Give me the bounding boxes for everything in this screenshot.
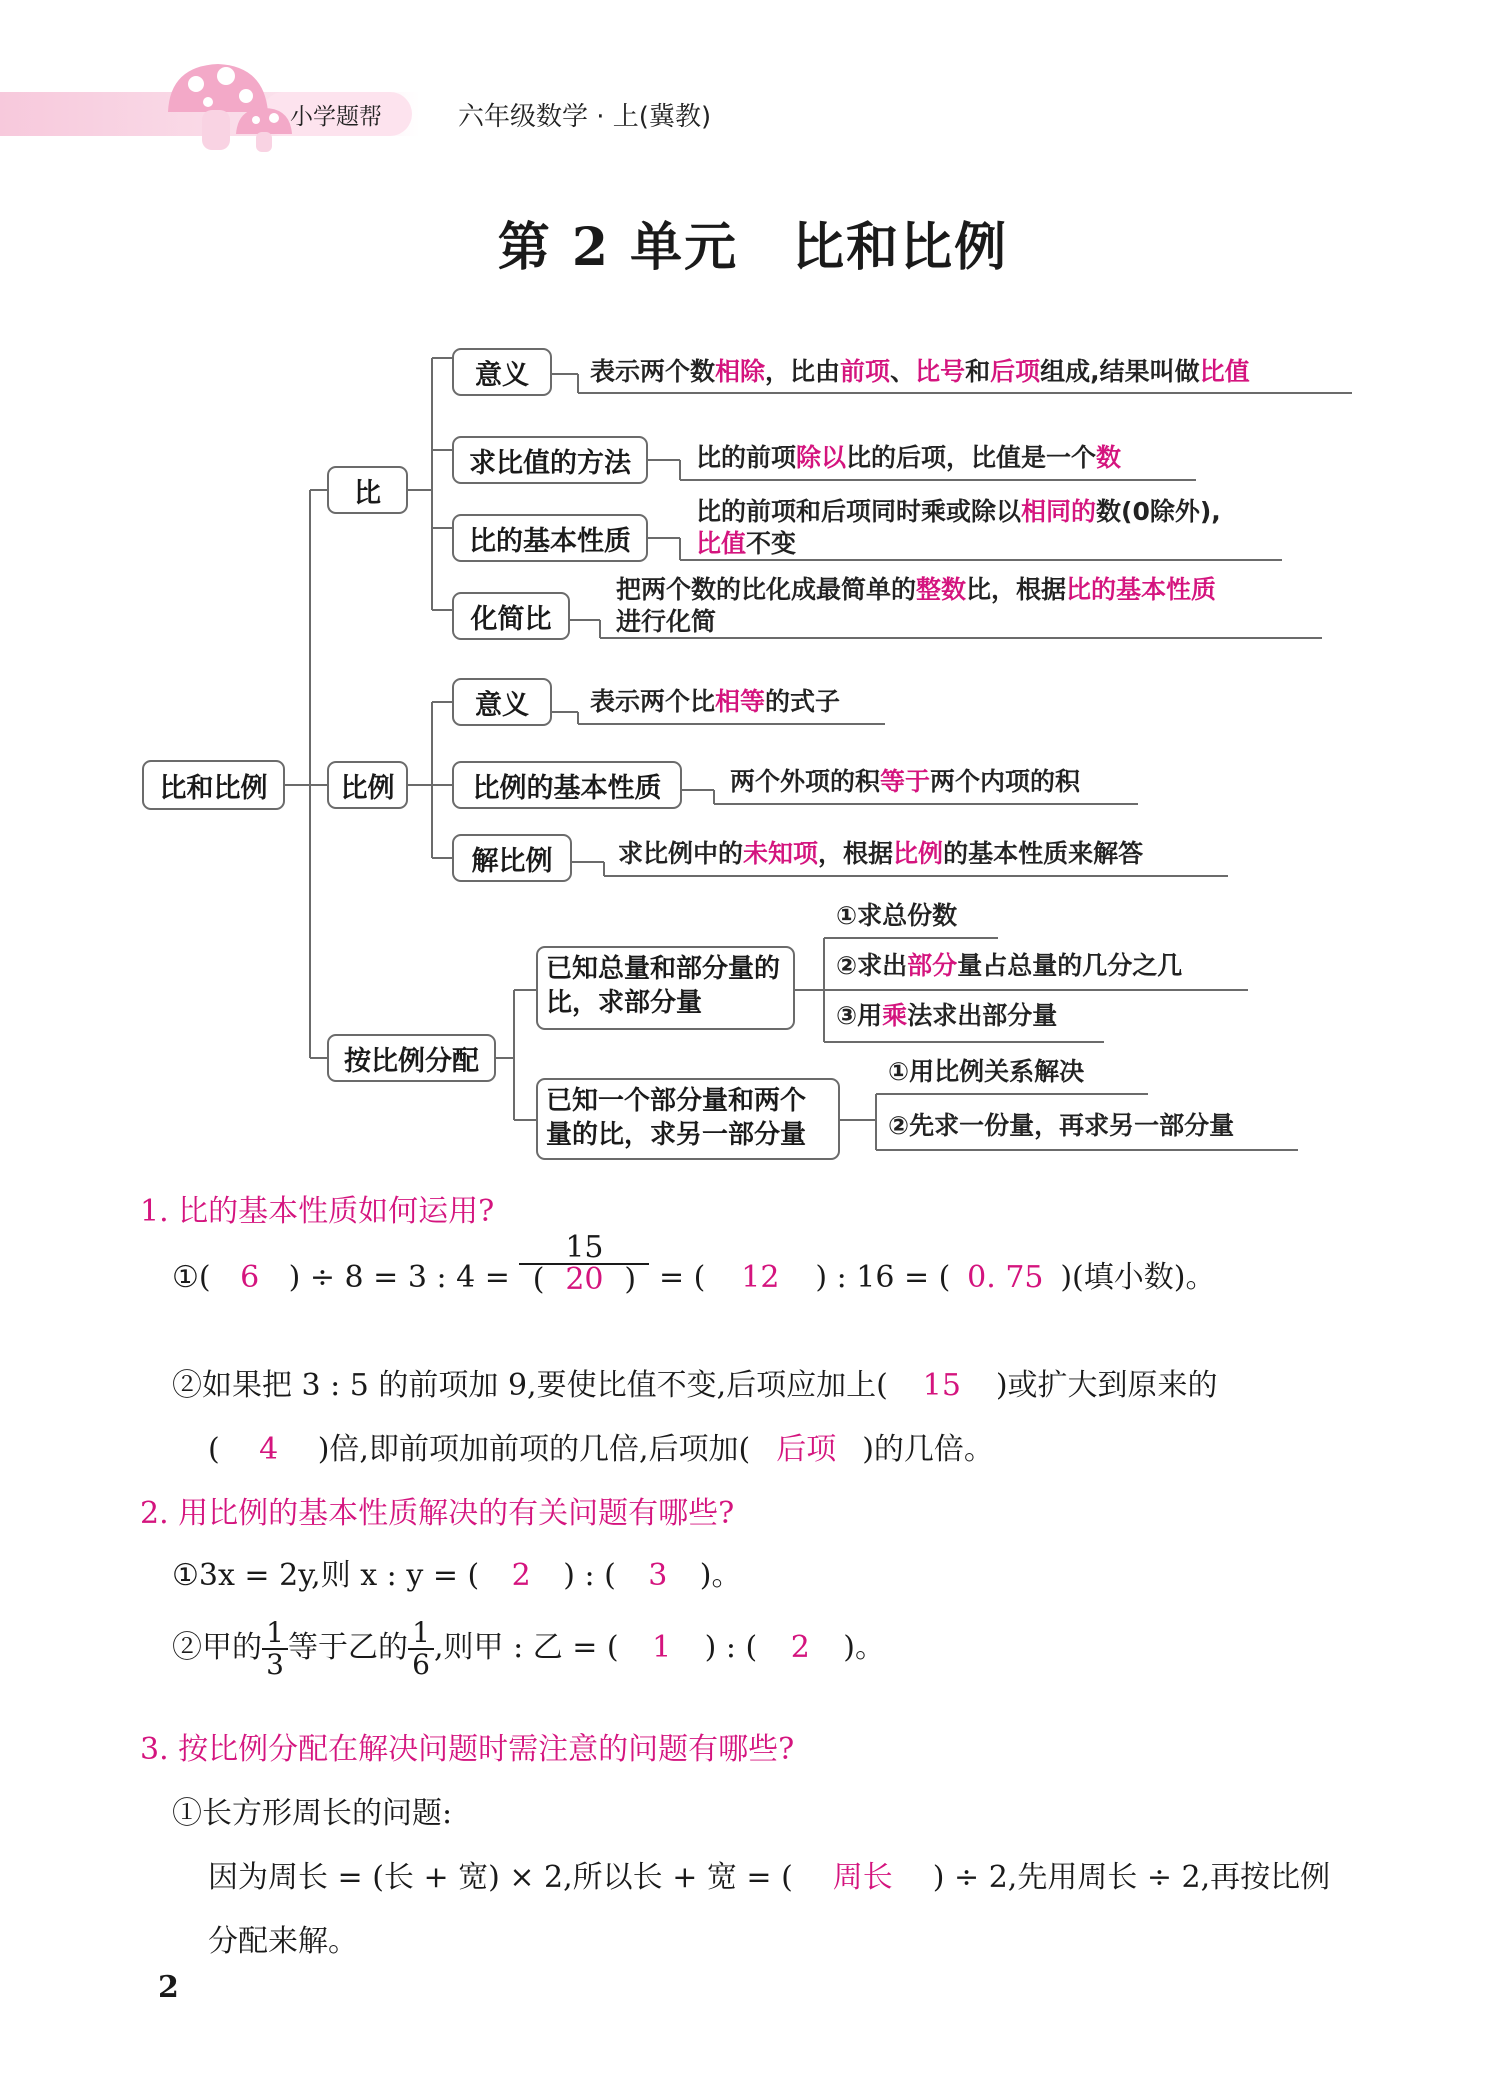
q1-answer-1: 6 [240, 1260, 260, 1295]
q3-line3: 分配来解。 [208, 1924, 358, 1959]
desc-bi-ratio-method [696, 442, 1121, 474]
node-bi-basic-property: 比的基本性质 [452, 514, 648, 562]
highlight-term: 比例 [893, 839, 944, 868]
q2-line1 [172, 1550, 742, 1594]
highlight-term: 比值 [696, 529, 747, 558]
desc-segment: 比，根据 [966, 575, 1067, 604]
q1-line2-text-b: )或扩大到原来的 [995, 1368, 1218, 1403]
desc-bili-solve [618, 838, 1143, 870]
q2-line1-text-c: )。 [699, 1558, 742, 1593]
node-bili-basic-property: 比例的基本性质 [452, 761, 682, 809]
node-bili-meaning: 意义 [452, 678, 552, 726]
case1-step-1 [836, 900, 957, 932]
desc-segment: 表示两个比 [590, 687, 716, 716]
q1-answer-5: 15 [922, 1368, 961, 1403]
q2-line2-text-e: )。 [843, 1630, 885, 1665]
q3-line2-text-b: ) ÷ 2,先用周长 ÷ 2,再按比例 [932, 1860, 1331, 1895]
desc-segment: ②求出 [836, 951, 908, 980]
q1-answer-7: 后项 [776, 1432, 837, 1467]
highlight-term: 乘 [882, 1001, 908, 1030]
desc-segment: 两个内项的积 [930, 767, 1081, 796]
highlight-term: 比的基本性质 [1066, 575, 1217, 604]
highlight-term: 部分 [907, 951, 958, 980]
q1-line3 [208, 1424, 994, 1468]
q1-answer-4: 0. 75 [967, 1260, 1044, 1295]
q2-line2-text-c: ,则甲 : 乙 = ( [434, 1630, 619, 1665]
desc-segment: ，比由 [765, 357, 841, 386]
q1-answer-3: 12 [741, 1260, 780, 1295]
node-bili-solve: 解比例 [452, 834, 572, 882]
q2-line2 [172, 1618, 885, 1680]
highlight-term: 除以 [796, 443, 847, 472]
desc-bi-meaning [590, 356, 1250, 388]
q1-line1-text-e: )(填小数)。 [1060, 1260, 1216, 1295]
node-bi-ratio-method: 求比值的方法 [452, 436, 648, 484]
desc-segment: 的式子 [765, 687, 841, 716]
desc-segment: 组成,结果叫做 [1040, 357, 1200, 386]
desc-segment: 比的后项，比值是一个 [846, 443, 1097, 472]
case2-step-1 [888, 1056, 1084, 1088]
desc-segment: ，根据 [818, 839, 894, 868]
desc-segment: ①用比例关系解决 [888, 1057, 1085, 1086]
highlight-term: 等于 [880, 767, 931, 796]
case1-step-3 [836, 1000, 1057, 1032]
desc-bi-simplify-1 [616, 574, 1216, 606]
q2-line2-text-a: ②甲的 [172, 1630, 262, 1665]
desc-segment: 法求出部分量 [907, 1001, 1058, 1030]
desc-segment: 把两个数的比化成最简单的 [616, 575, 917, 604]
q2-fraction-2-numerator: 1 [412, 1616, 430, 1649]
highlight-term: 数 [1096, 443, 1122, 472]
highlight-term: 相同的 [1021, 497, 1097, 526]
q2-fraction-1-denominator: 3 [262, 1648, 288, 1680]
desc-segment: 数(0除外), [1096, 497, 1221, 526]
root-node: 比和比例 [142, 760, 285, 810]
desc-segment: 进行化简 [616, 607, 717, 636]
q2-answer-2: 3 [648, 1558, 668, 1593]
q1-answer-2: 20 [565, 1262, 604, 1297]
desc-segment: ②先求一份量，再求另一部分量 [888, 1111, 1235, 1140]
branch-fenpei: 按比例分配 [327, 1034, 496, 1082]
desc-segment: 、 [890, 357, 916, 386]
q1-line3-text-b: )倍,即前项加前项的几倍,后项加( [317, 1432, 751, 1467]
q1-line1-text-a: ①( [172, 1260, 211, 1295]
q3-line1: ①长方形周长的问题: [172, 1796, 453, 1831]
desc-segment: ①求总份数 [836, 901, 958, 930]
desc-segment: 不变 [746, 529, 797, 558]
q2-answer-4: 2 [790, 1630, 810, 1665]
q1-answer-6: 4 [259, 1432, 279, 1467]
q2-answer-3: 1 [652, 1630, 672, 1665]
q1-fraction-numerator: 15 [565, 1230, 604, 1265]
q1-fraction-paren-right: ) [624, 1262, 637, 1297]
branch-bili: 比例 [327, 761, 408, 809]
q2-fraction-2 [408, 1618, 434, 1680]
desc-segment: 的基本性质来解答 [943, 839, 1144, 868]
desc-segment: 比的前项 [696, 443, 797, 472]
desc-bi-basic-property-2 [696, 528, 796, 560]
case2-step-2 [888, 1110, 1234, 1142]
desc-segment: 比的前项和后项同时乘或除以 [696, 497, 1022, 526]
q1-line3-text-c: )的几倍。 [862, 1432, 994, 1467]
series-name: 小学题帮 [290, 104, 382, 130]
q1-line1 [172, 1230, 1216, 1297]
desc-segment: 两个外项的积 [730, 767, 881, 796]
node-bi-meaning: 意义 [452, 348, 552, 396]
q1-line3-text-a: ( [208, 1432, 220, 1467]
q1-line1-text-b: ) ÷ 8 = 3 : 4 = [288, 1260, 510, 1295]
q3-line2 [208, 1852, 1330, 1896]
q1-line1-text-c: = ( [658, 1260, 706, 1295]
desc-segment: 和 [965, 357, 991, 386]
highlight-term: 未知项 [743, 839, 819, 868]
q1-heading: 1. 比的基本性质如何运用? [140, 1194, 495, 1229]
q1-fraction [519, 1230, 649, 1297]
q1-line1-text-d: ) : 16 = ( [815, 1260, 951, 1295]
desc-bili-basic-property [730, 766, 1080, 798]
q2-fraction-1 [262, 1618, 288, 1680]
case1-step-2 [836, 950, 1182, 982]
page-number: 2 [158, 1970, 179, 2005]
highlight-term: 前项 [840, 357, 891, 386]
desc-bi-simplify-2 [616, 606, 716, 638]
desc-segment: 表示两个数 [590, 357, 716, 386]
q3-answer-1: 周长 [832, 1860, 893, 1895]
node-bi-simplify: 化简比 [452, 592, 570, 640]
q2-fraction-1-numerator: 1 [266, 1616, 284, 1649]
highlight-term: 整数 [916, 575, 967, 604]
q2-line1-text-b: ) : ( [563, 1558, 616, 1593]
q2-line1-text-a: ①3x = 2y,则 x : y = ( [172, 1558, 480, 1593]
q3-line2-text-a: 因为周长 = (长 + 宽) × 2,所以长 + 宽 = ( [208, 1860, 793, 1895]
highlight-term: 比号 [915, 357, 966, 386]
book-title: 六年级数学 · 上(冀教) [458, 102, 712, 132]
branch-bi: 比 [327, 466, 408, 514]
node-fenpei-case1: 已知总量和部分量的比，求部分量 [536, 946, 795, 1030]
q2-heading: 2. 用比例的基本性质解决的有关问题有哪些? [140, 1496, 735, 1531]
q1-line2 [172, 1360, 1218, 1404]
desc-bili-meaning [590, 686, 840, 718]
node-fenpei-case2: 已知一个部分量和两个量的比，求另一部分量 [536, 1078, 840, 1160]
desc-segment: 求比例中的 [618, 839, 744, 868]
chapter-title: 第 2 单元 比和比例 [497, 217, 1009, 278]
desc-segment: 量占总量的几分之几 [957, 951, 1183, 980]
q3-heading: 3. 按比例分配在解决问题时需注意的问题有哪些? [140, 1732, 795, 1767]
highlight-term: 相除 [715, 357, 766, 386]
highlight-term: 相等 [715, 687, 766, 716]
highlight-term: 比值 [1199, 357, 1250, 386]
desc-segment: ③用 [836, 1001, 883, 1030]
q2-fraction-2-denominator: 6 [408, 1648, 434, 1680]
q2-answer-1: 2 [511, 1558, 531, 1593]
q2-line2-text-d: ) : ( [704, 1630, 758, 1665]
q2-line2-text-b: 等于乙的 [288, 1630, 408, 1665]
highlight-term: 后项 [990, 357, 1041, 386]
q1-fraction-paren-left: ( [532, 1262, 545, 1297]
desc-bi-basic-property-1 [696, 496, 1221, 528]
q1-line2-text-a: ②如果把 3 : 5 的前项加 9,要使比值不变,后项应加上( [172, 1368, 888, 1403]
q1-fraction-denominator [519, 1263, 649, 1295]
